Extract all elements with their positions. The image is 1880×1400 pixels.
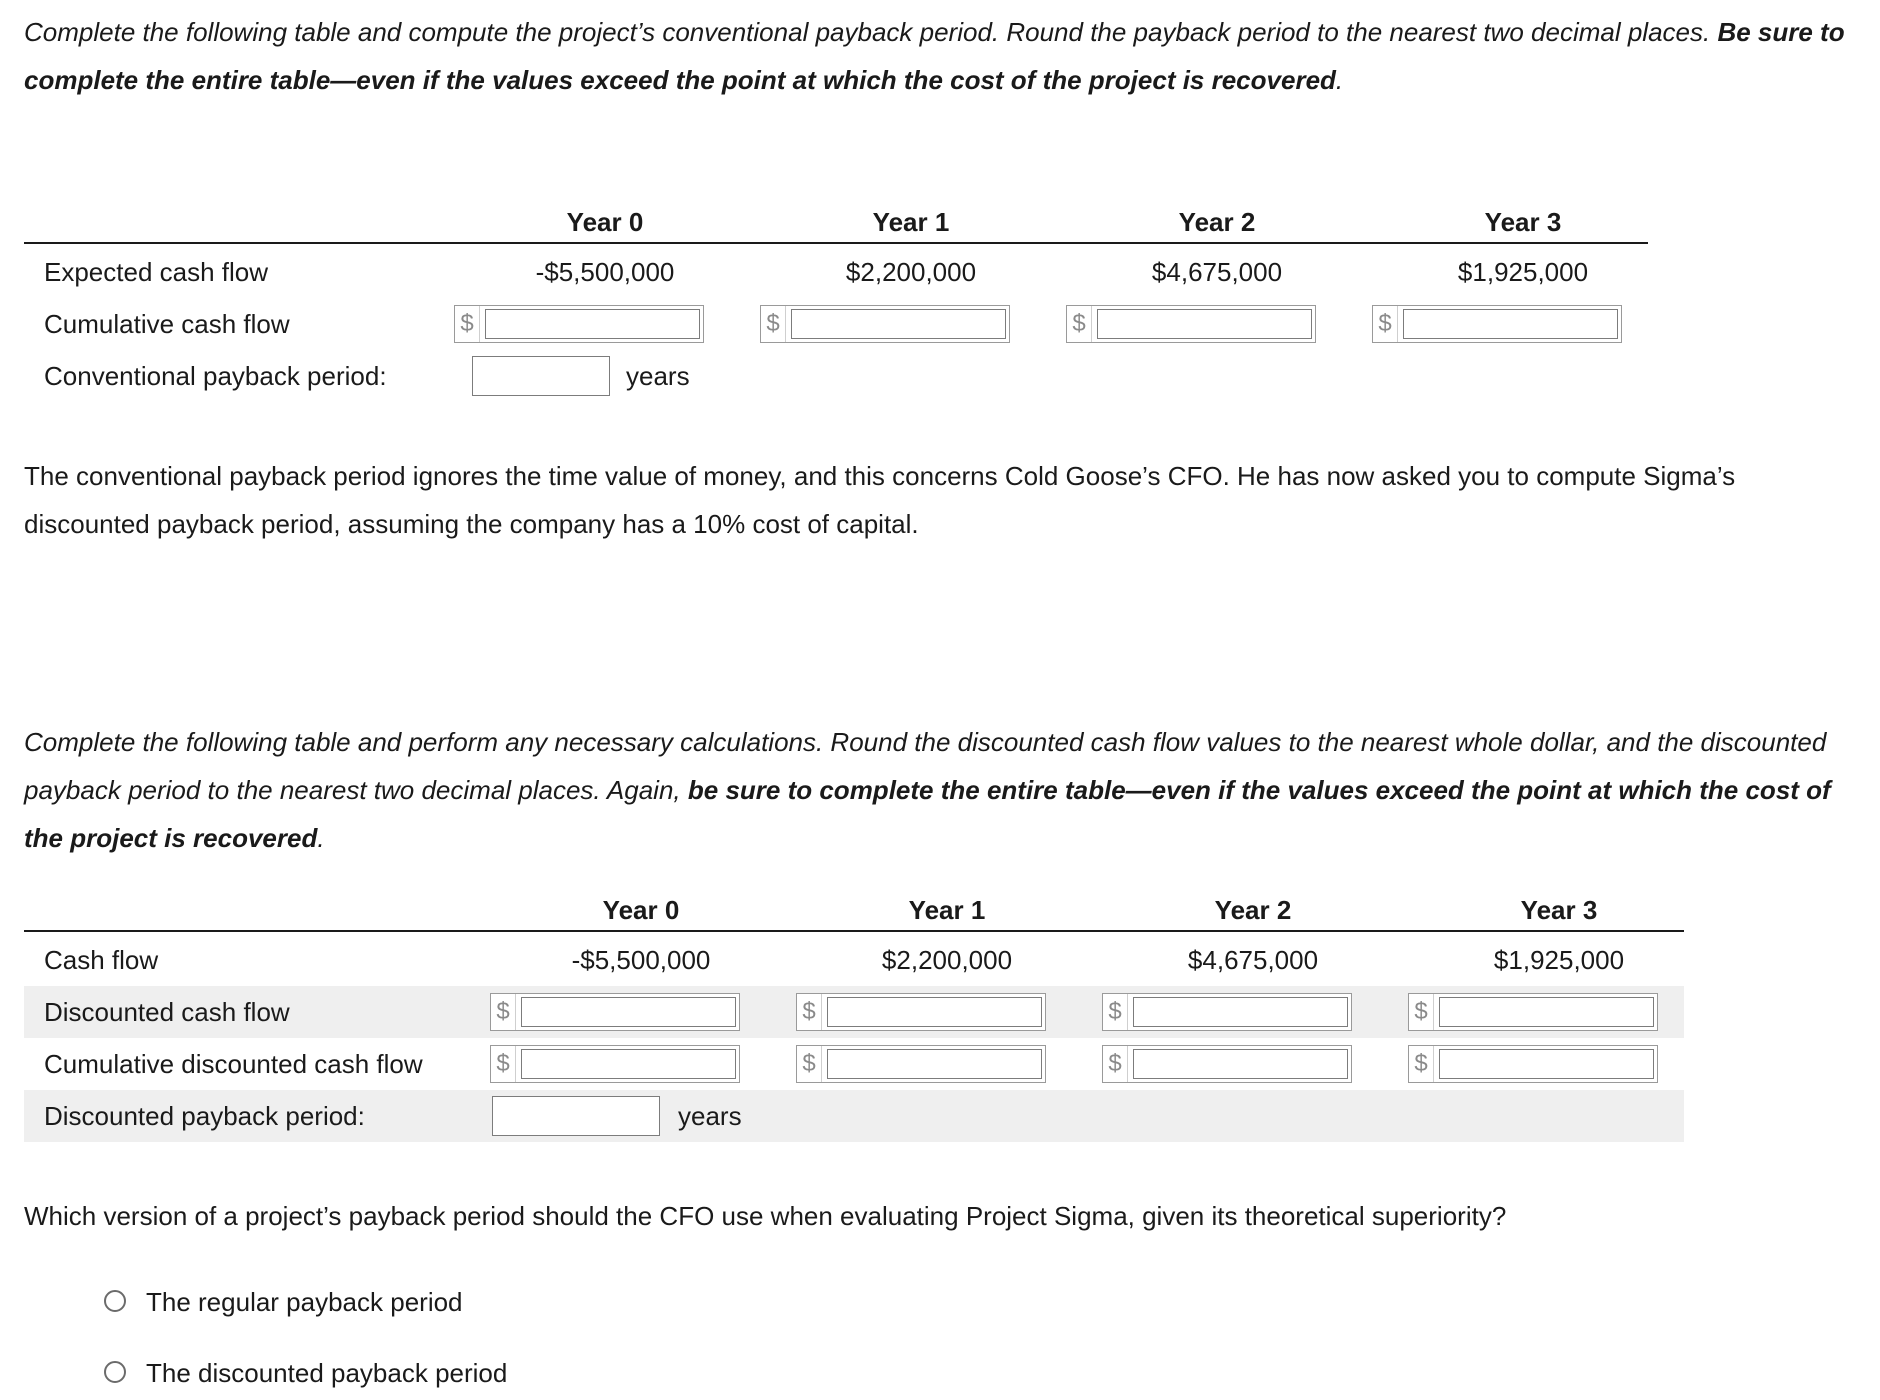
expected-cash-flow-year-2: $4,675,000: [1151, 257, 1283, 287]
cash-flow-year-1: $2,200,000: [881, 945, 1013, 975]
cash-flow-year-2: $4,675,000: [1187, 945, 1319, 975]
discounted-payback-label: Discounted payback period:: [44, 1101, 365, 1131]
text-field[interactable]: [1439, 1049, 1654, 1079]
header-year-0: Year 0: [602, 895, 680, 925]
table-header-row: [24, 890, 1684, 932]
dollar-icon: $: [491, 1046, 516, 1082]
dollar-icon: $: [1373, 306, 1398, 342]
conventional-payback-label: Conventional payback period:: [44, 361, 387, 391]
header-year-3: Year 3: [1484, 207, 1562, 237]
years-label: years: [678, 1101, 742, 1131]
dollar-icon: $: [1409, 1046, 1434, 1082]
instructions-2-bold: be sure to complete the entire table—even if the values exceed the point at which the cost of the project is recovered: [24, 775, 1831, 853]
cumulative-cash-flow-input-year-0[interactable]: [454, 305, 704, 343]
dollar-icon: $: [761, 306, 786, 342]
text-field[interactable]: [1097, 309, 1312, 339]
instructions-2-italic: Complete the following table and perform any necessary calculations. Round the discounted cash flow values to the nearest whole dollar, and the discounted payback period to the nearest two decimal places. Again,: [24, 727, 1827, 805]
years-label: years: [626, 361, 690, 391]
expected-cash-flow-year-0: -$5,500,000: [535, 257, 675, 287]
dollar-icon: $: [491, 994, 516, 1030]
text-field[interactable]: [827, 1049, 1042, 1079]
text-field[interactable]: [1133, 1049, 1348, 1079]
header-year-1: Year 1: [872, 207, 950, 237]
text-field[interactable]: [521, 997, 736, 1027]
discounted-payback-table: [24, 890, 1684, 1144]
discounted-cash-flow-input-year-2[interactable]: [1102, 993, 1352, 1031]
header-year-2: Year 2: [1178, 207, 1256, 237]
dollar-icon: $: [797, 1046, 822, 1082]
cumulative-cash-flow-input-year-3[interactable]: [1372, 305, 1622, 343]
table-header-row: [24, 202, 1648, 244]
discounted-payback-row: [24, 1090, 1684, 1142]
question-text: Which version of a project’s payback period should the CFO use when evaluating Project Sigma, given its theoretical superiority?: [24, 1201, 1507, 1231]
expected-cash-flow-label: Expected cash flow: [44, 257, 269, 287]
text-field[interactable]: [827, 997, 1042, 1027]
text-field[interactable]: [1403, 309, 1618, 339]
option-label[interactable]: The regular payback period: [146, 1287, 463, 1317]
text-field[interactable]: [1133, 997, 1348, 1027]
cumulative-cash-flow-label: Cumulative cash flow: [44, 309, 290, 339]
header-year-0: Year 0: [566, 207, 644, 237]
cumulative-discounted-input-year-1[interactable]: [796, 1045, 1046, 1083]
discounted-cash-flow-input-year-3[interactable]: [1408, 993, 1658, 1031]
discounted-cash-flow-row: [24, 986, 1684, 1038]
text-field[interactable]: [1439, 997, 1654, 1027]
text-field[interactable]: [791, 309, 1006, 339]
radio-button[interactable]: [104, 1290, 126, 1312]
discounted-cash-flow-input-year-1[interactable]: [796, 993, 1046, 1031]
text-field[interactable]: [521, 1049, 736, 1079]
instructions-1: [24, 8, 1864, 104]
conventional-payback-input[interactable]: [472, 356, 610, 396]
expected-cash-flow-row: [24, 246, 1648, 298]
dollar-icon: $: [1103, 994, 1128, 1030]
cumulative-cash-flow-input-year-1[interactable]: [760, 305, 1010, 343]
header-year-3: Year 3: [1520, 895, 1598, 925]
instructions-1-end: .: [1335, 65, 1344, 95]
dollar-icon: $: [1409, 994, 1434, 1030]
option-label[interactable]: The discounted payback period: [146, 1358, 508, 1388]
discounted-cash-flow-label: Discounted cash flow: [44, 997, 290, 1027]
header-year-2: Year 2: [1214, 895, 1292, 925]
cash-flow-row: [24, 934, 1684, 986]
dollar-icon: $: [455, 306, 480, 342]
dollar-icon: $: [1103, 1046, 1128, 1082]
cash-flow-label: Cash flow: [44, 945, 159, 975]
cash-flow-year-0: -$5,500,000: [571, 945, 711, 975]
discounted-cash-flow-input-year-0[interactable]: [490, 993, 740, 1031]
radio-button[interactable]: [104, 1361, 126, 1383]
cumulative-cash-flow-input-year-2[interactable]: [1066, 305, 1316, 343]
instructions-1-bold: Be sure to complete the entire table—even if the values exceed the point at which the cost of the project is recovered: [24, 17, 1845, 95]
explanation-paragraph: The conventional payback period ignores the time value of money, and this concerns Cold Goose’s CFO. He has now asked you to compute Sigma’s discounted payback period, assuming the company has a 10% cost of capital.: [24, 461, 1736, 539]
conventional-payback-row: [24, 350, 1648, 402]
dollar-icon: $: [797, 994, 822, 1030]
cumulative-discounted-input-year-3[interactable]: [1408, 1045, 1658, 1083]
cumulative-discounted-cash-flow-row: [24, 1038, 1684, 1090]
discounted-payback-input[interactable]: [492, 1096, 660, 1136]
instructions-2-end: .: [317, 823, 325, 853]
instructions-1-italic: Complete the following table and compute the project’s conventional payback period. Round the payback period to the nearest two decimal places.: [24, 17, 1718, 47]
expected-cash-flow-year-3: $1,925,000: [1457, 257, 1589, 287]
instructions-2: [24, 718, 1864, 862]
dollar-icon: $: [1067, 306, 1092, 342]
text-field[interactable]: [485, 309, 700, 339]
header-year-1: Year 1: [908, 895, 986, 925]
cumulative-cash-flow-row: [24, 298, 1648, 350]
cumulative-discounted-input-year-2[interactable]: [1102, 1045, 1352, 1083]
expected-cash-flow-year-1: $2,200,000: [845, 257, 977, 287]
cash-flow-year-3: $1,925,000: [1493, 945, 1625, 975]
conventional-payback-table: [24, 202, 1648, 402]
cumulative-discounted-cash-flow-label: Cumulative discounted cash flow: [44, 1049, 423, 1079]
cumulative-discounted-input-year-0[interactable]: [490, 1045, 740, 1083]
